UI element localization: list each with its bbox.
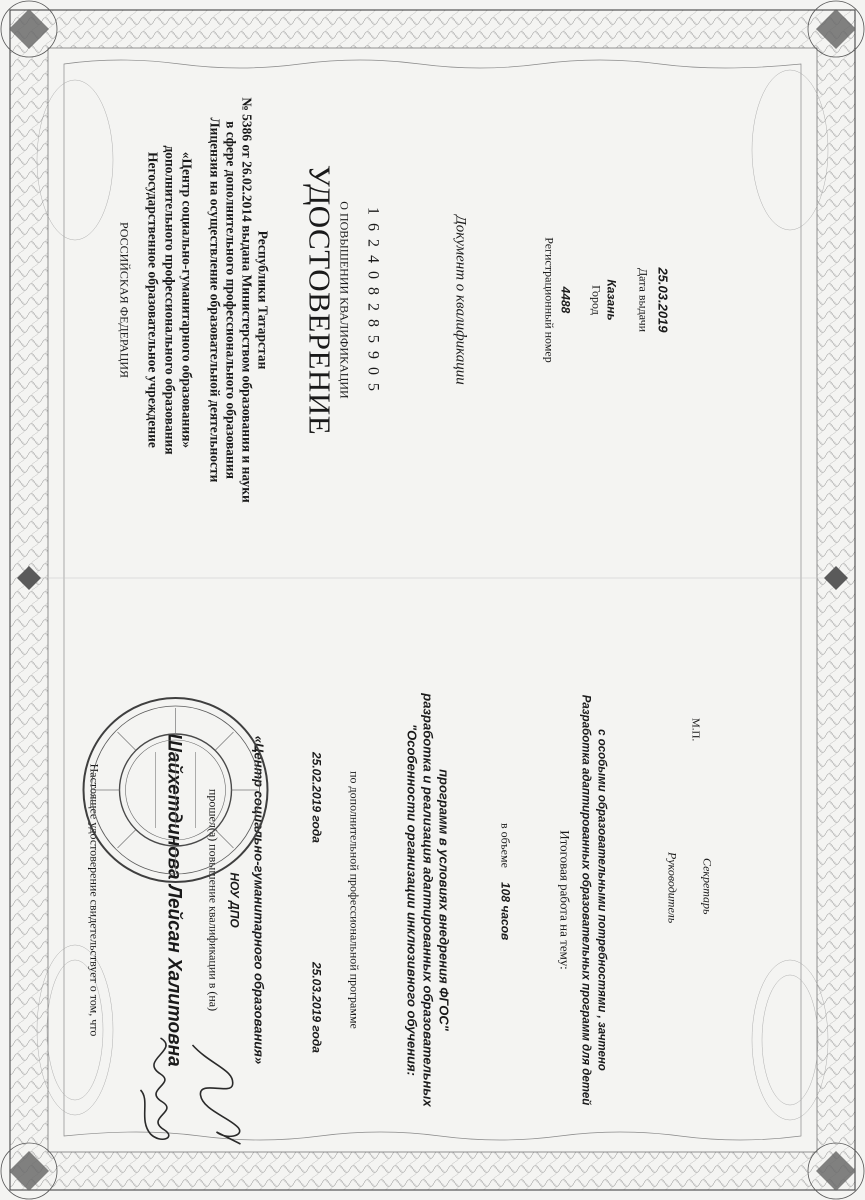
passed-text: прошел(а) повышение квалификации в (на) [206, 788, 220, 1012]
license-line-4: Республики Татарстан [255, 230, 270, 370]
license-line-1: Лицензия на осуществление образовательной деятельности [207, 117, 222, 483]
mp-label: М.П. [689, 718, 701, 742]
license-line-3: № 5386 от 26.02.2014 выдана Министерством образования и науки [239, 97, 254, 503]
recipient-name: Шайхетдинова Лейсан Халитовна [163, 733, 184, 1067]
document-title: УДОСТОВЕРЕНИЕ [302, 164, 337, 436]
final-work-line-2: с особыми образовательными потребностями , зачтено [595, 729, 607, 1071]
final-work-line-1: Разработка адаптированных образовательных программ для детей [579, 694, 591, 1106]
org-short-name: НОУ ДПО [227, 872, 241, 928]
document-subtitle: О ПОВЫШЕНИИ КВАЛИФИКАЦИИ [337, 201, 351, 399]
org-full-name: «Центр социально-гуманитарного образования» [251, 735, 266, 1065]
volume-label: в объеме [498, 823, 512, 868]
license-line-2: в сфере дополнительного профессионального образования [223, 121, 238, 479]
org-line-1: Негосударственное образовательное учреждение [145, 152, 160, 448]
city-label: Город [589, 285, 603, 315]
issue-date-label: Дата выдачи [636, 267, 650, 333]
program-line-2: разработка и реализация адаптированных образовательных [420, 693, 435, 1107]
registration-label: Регистрационный номер [542, 237, 556, 363]
secretary-label: Секретарь [700, 858, 714, 915]
org-line-2: дополнительного профессионального образования [162, 145, 177, 455]
program-label: по дополнительной профессиональной программе [347, 771, 361, 1029]
country-name: РОССИЙСКАЯ ФЕДЕРАЦИЯ [117, 221, 131, 379]
program-line-1: "Особенности организации инклюзивного обучения: [404, 723, 419, 1077]
intro-text: Настоящее удостоверение свидетельствует о том, что [87, 763, 101, 1037]
program-line-3: программ в условиях внедрения ФГОС" [436, 769, 451, 1031]
document-type: Документ о квалификации [452, 215, 468, 385]
issue-date-value: 25.03.2019 [655, 267, 670, 333]
head-label: Руководитель [665, 852, 679, 924]
round-stamp-seal [75, 690, 275, 890]
secretary-signature [120, 1030, 190, 1150]
volume-value: 108 часов [498, 882, 512, 941]
city-value: Казань [604, 279, 618, 321]
final-work-label: Итоговая работа на тему: [557, 830, 572, 970]
date-from: 25.02.2019 года [309, 752, 323, 843]
date-to: 25.03.2019 года [309, 962, 323, 1053]
org-line-3: «Центр социально-гуманитарного образования» [179, 151, 194, 449]
registration-value: 4488 [558, 286, 572, 314]
document-number: 1 6 2 4 0 8 2 8 5 9 0 5 [364, 207, 381, 393]
